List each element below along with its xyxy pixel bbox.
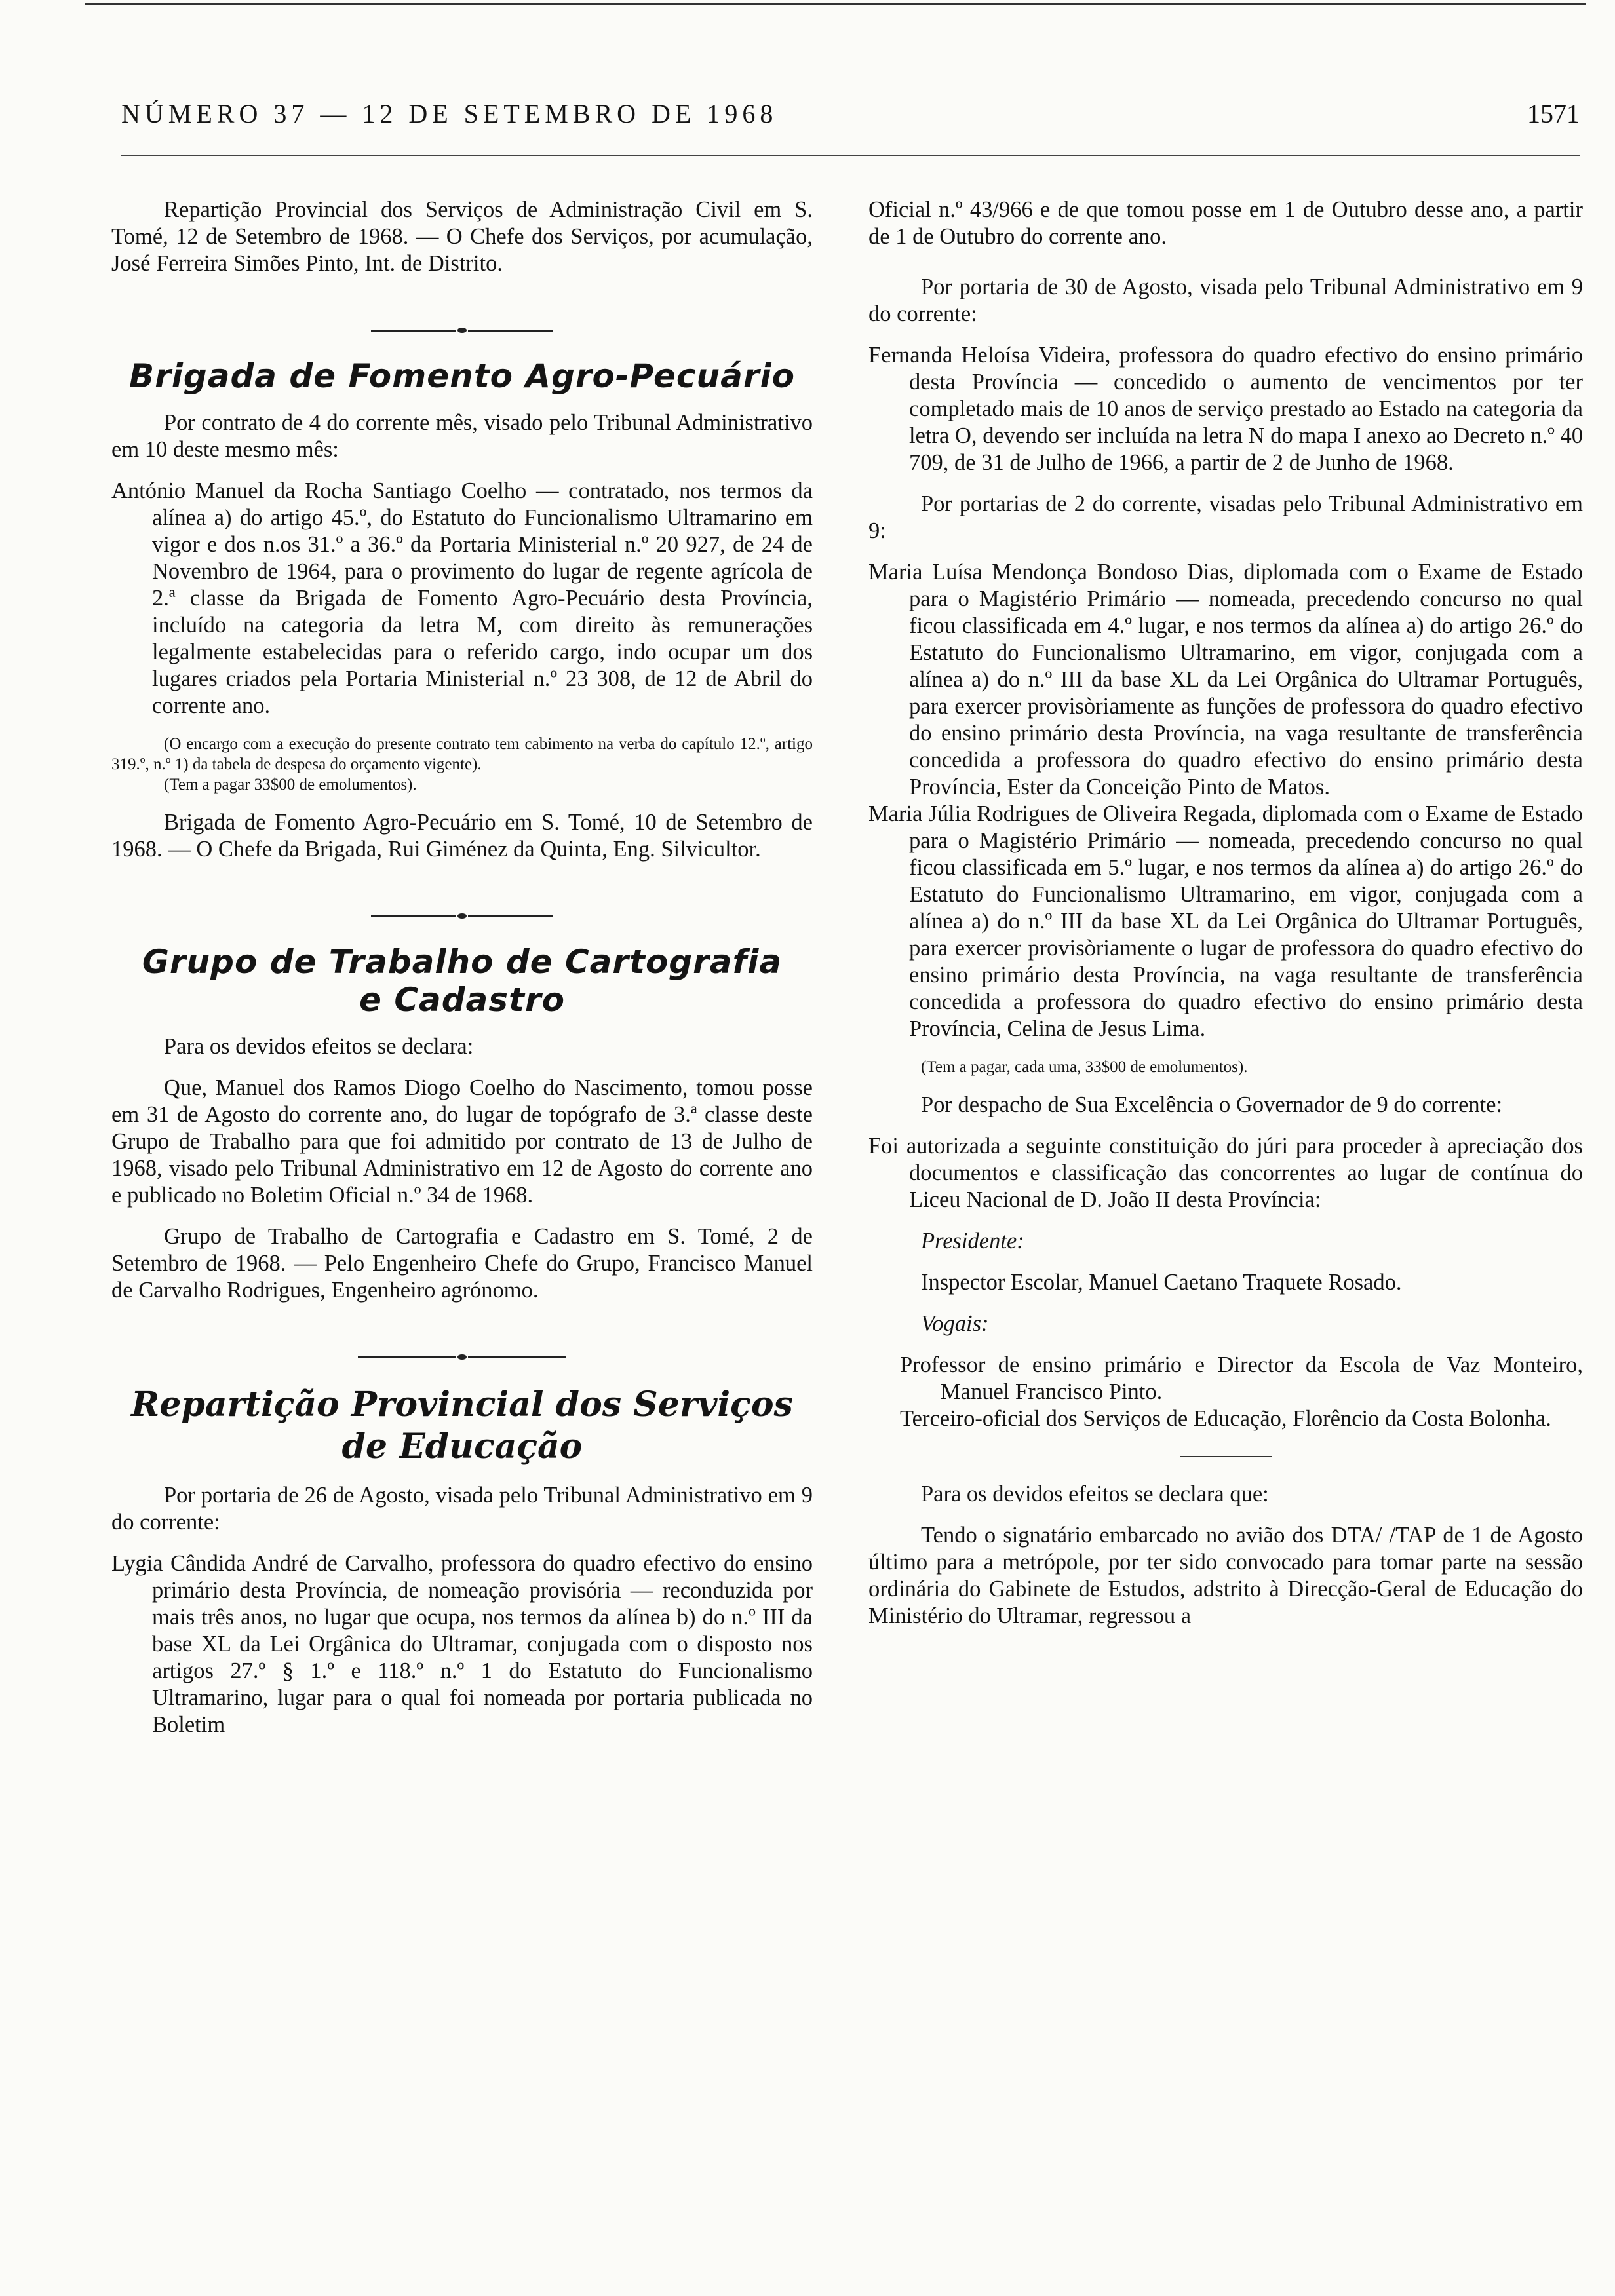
right-column xyxy=(868,197,1583,1630)
page-header xyxy=(121,98,1580,144)
educacao-reappointment: Lygia Cândida André de Carvalho, professora do quadro efectivo do ensino primário desta Província, de nomeação provisória — reconduzida por mais três anos, no lugar que ocupa, nos termos da alínea b) do n.º III da base XL da Lei Orgânica do Ultramar, conjugada com o disposto nos artigos 27.º § 1.º e 118.º n.º 1 do Estatuto do Funcionalismo Ultramarino, lugar para o qual foi nomeada por portaria publicada no Boletim xyxy=(111,1551,813,1737)
brigada-budget-note: (O encargo com a execução do presente contrato tem cabimento na verba do capítulo 12.º, artigo 319.º, n.º 1) da tabela de despesa do orçamento vigente). xyxy=(111,735,813,773)
cartografia-declaration: Que, Manuel dos Ramos Diogo Coelho do Nascimento, tomou posse em 31 de Agosto do corrente ano, do lugar de topógrafo de 3.ª classe deste Grupo de Trabalho para que foi admitido por contrato de 13 de Julho de 1968, visado pelo Tribunal Administrativo em 12 de Agosto do corrente ano e publicado no Boletim Oficial n.º 34 de 1968. xyxy=(111,1075,813,1208)
vogal-2: Terceiro-oficial dos Serviços de Educação, Florêncio da Costa Bolonha. xyxy=(900,1406,1551,1431)
declaration-lead: Para os devidos efeitos se declara que: xyxy=(921,1482,1269,1506)
portaria-30-agosto-lead: Por portaria de 30 de Agosto, visada pelo Tribunal Administrativo em 9 do corrente: xyxy=(868,275,1583,326)
governor-dispatch-lead: Por despacho de Sua Excelência o Governador de 9 do corrente: xyxy=(921,1092,1503,1117)
top-border-line xyxy=(85,3,1586,5)
vogais-label-text: Vogais: xyxy=(921,1311,989,1336)
section-title-brigada: Brigada de Fomento Agro-Pecuário xyxy=(129,357,795,395)
section-separator xyxy=(111,1343,813,1369)
issue-date-heading: NÚMERO 37 — 12 DE SETEMBRO DE 1968 xyxy=(121,99,778,128)
intro-paragraph: Repartição Provincial dos Serviços de Administração Civil em S. Tomé, 12 de Setembro de 1968. — O Chefe dos Serviços, por acumulação, José Ferreira Simões Pinto, Int. de Distrito. xyxy=(111,197,813,276)
president-label-text: Presidente: xyxy=(921,1229,1024,1253)
jury-constitution: Foi autorizada a seguinte constituição do júri para proceder à apreciação dos documentos e classificação das concorrentes ao lugar de contínua do Liceu Nacional de D. João II desta Província: xyxy=(868,1134,1583,1212)
continued-paragraph: Oficial n.º 43/966 e de que tomou posse em 1 de Outubro desse ano, a partir de 1 de Outubro do corrente ano. xyxy=(868,197,1583,249)
bondoso-dias-entry: Maria Luísa Mendonça Bondoso Dias, diplomada com o Exame de Estado para o Magistério Primário — nomeada, precedendo concurso no qual ficou classificada em 4.º lugar, e nos termos da alínea a) do artigo 26.º do Estatuto do Funcionalismo Ultramarino, em vigor, conjugada com a alínea a) do n.º III da base XL da Lei Orgânica do Ultramar Português, para exercer provisòriamente as funções de professora do quadro efectivo do ensino primário desta Província, na vaga resultante de transferência concedida a professora do quadro efectivo do ensino primário desta Província, Ester da Conceição Pinto de Matos. xyxy=(868,560,1583,799)
videira-entry: Fernanda Heloísa Videira, professora do quadro efectivo do ensino primário desta Província — concedido o aumento de vencimentos por ter completado mais de 10 anos de serviço prestado ao Estado na categoria da letra O, devendo ser incluída na letra N do mapa I anexo ao Decreto n.º 40 709, de 31 de Julho de 1966, a partir de 2 de Junho de 1968. xyxy=(868,343,1583,475)
educacao-lead: Por portaria de 26 de Agosto, visada pelo Tribunal Administrativo em 9 do corrente: xyxy=(111,1483,813,1535)
brigada-emolument-note: (Tem a pagar 33$00 de emolumentos). xyxy=(164,776,417,794)
emolument-note: (Tem a pagar, cada uma, 33$00 de emolumentos). xyxy=(921,1058,1248,1076)
section-title-educacao: Repartição Provincial dos Serviços xyxy=(131,1385,793,1425)
portarias-2-lead: Por portarias de 2 do corrente, visadas pelo Tribunal Administrativo em 9: xyxy=(868,491,1583,543)
left-column xyxy=(111,197,813,1738)
travel-declaration: Tendo o signatário embarcado no avião dos DTA/ /TAP de 1 de Agosto último para a metrópole, por ter sido convocado para tomar parte na sessão ordinária do Gabinete de Estudos, adstrito à Direcção-Geral de Educação do Ministério do Ultramar, regressou a xyxy=(868,1523,1583,1628)
section-separator xyxy=(111,902,813,928)
section-title-educacao-line2: de Educação xyxy=(341,1426,583,1466)
president-label xyxy=(868,1228,1583,1255)
president-name: Inspector Escolar, Manuel Caetano Traquete Rosado. xyxy=(921,1270,1402,1295)
brigada-contract-text: António Manuel da Rocha Santiago Coelho — contratado, nos termos da alínea a) do artigo 45.º, do Estatuto do Funcionalismo Ultramarino em vigor e dos n.os 31.º a 36.º da Portaria Ministerial n.º 20 927, de 24 de Novembro de 1964, para o provimento do lugar de regente agrícola de 2.ª classe da Brigada de Fomento Agro-Pecuário desta Província, incluído na categoria da letra M, com direito às remunerações legalmente estabelecidas para o referido cargo, indo ocupar um dos lugares criados pela Portaria Ministerial n.º 23 308, de 12 de Abril do corrente ano. xyxy=(111,478,813,718)
page-number: 1571 xyxy=(1527,99,1580,128)
vogais-label xyxy=(868,1311,1583,1337)
brigada-signature: Brigada de Fomento Agro-Pecuário em S. Tomé, 10 de Setembro de 1968. — O Chefe da Brigada, Rui Giménez da Quinta, Eng. Silvicultor. xyxy=(111,810,813,862)
brigada-lead: Por contrato de 4 do corrente mês, visado pelo Tribunal Administrativo em 10 deste mesmo mês: xyxy=(111,410,813,462)
vogal-1: Professor de ensino primário e Director da Escola de Vaz Monteiro, Manuel Francisco Pinto. xyxy=(900,1352,1583,1404)
cartografia-signature: Grupo de Trabalho de Cartografia e Cadastro em S. Tomé, 2 de Setembro de 1968. — Pelo Engenheiro Chefe do Grupo, Francisco Manuel de Carvalho Rodrigues, Engenheiro agrónomo. xyxy=(111,1224,813,1303)
section-separator xyxy=(111,316,813,343)
cartografia-lead: Para os devidos efeitos se declara: xyxy=(164,1034,474,1059)
section-title-cartografia-line2: e Cadastro xyxy=(359,981,565,1019)
regada-entry: Maria Júlia Rodrigues de Oliveira Regada, diplomada com o Exame de Estado para o Magistério Primário — nomeada, precedendo concurso no qual ficou classificada em 5.º lugar, e nos termos da alínea a) do artigo 26.º do Estatuto do Funcionalismo Ultramarino, em vigor, conjugada com a alínea a) do n.º III da base XL da Lei Orgânica do Ultramar Português, para exercer provisòriamente o lugar de professora do quadro efectivo do ensino primário desta Província, na vaga resultante de transferência concedida a professora do quadro efectivo do ensino primário desta Província, Celina de Jesus Lima. xyxy=(868,801,1583,1041)
header-rule xyxy=(121,155,1580,156)
section-title-cartografia: Grupo de Trabalho de Cartografia xyxy=(142,943,783,981)
